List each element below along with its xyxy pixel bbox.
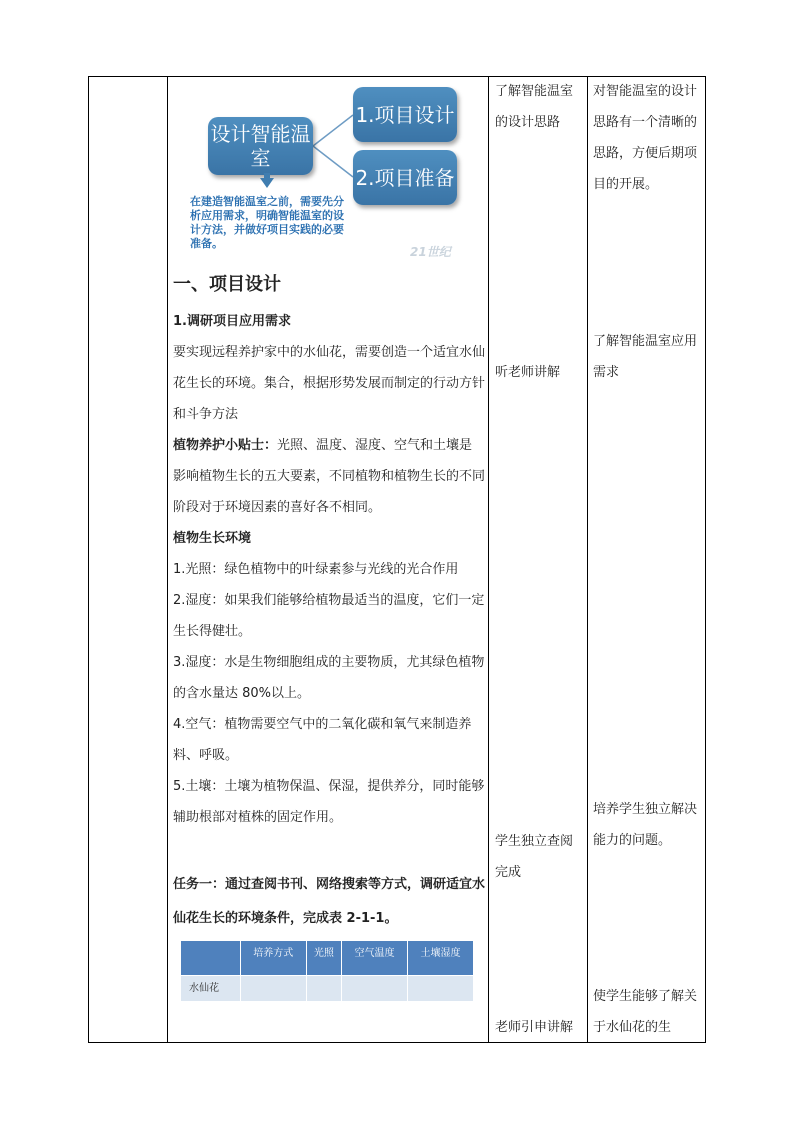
table-header (181, 941, 241, 976)
table-row-label: 水仙花 (181, 976, 241, 1002)
diagram-item-project-prep: 2.项目准备 (353, 150, 457, 205)
main-content (173, 306, 485, 833)
tip-label: 植物养护小贴士： (173, 438, 278, 453)
design-intent-3: 培养学生独立解决能力的问题。 (593, 802, 698, 848)
diagram-main-box: 设计智能温室 (208, 117, 313, 175)
tip-paragraph (173, 430, 485, 523)
table-header: 光照 (306, 941, 341, 976)
design-intent-1: 对智能温室的设计思路有一个清晰的思路，方便后期项目的开展。 (593, 84, 698, 192)
down-arrow-icon (260, 178, 274, 188)
student-activity-1: 了解智能温室的设计思路 (495, 84, 574, 130)
table-cell (342, 976, 408, 1002)
student-activity-4: 老师引申讲解 (495, 1020, 574, 1035)
env-item: 4.空气：植物需要空气中的二氧化碳和氧气来制造养料、呼吸。 (173, 717, 472, 763)
env-item: 3.湿度：水是生物细胞组成的主要物质，尤其绿色植物的含水量达 80%以上。 (173, 655, 485, 701)
smart-greenhouse-diagram (190, 85, 490, 260)
tip-text: 光照、温度、湿度、空气和土壤是影响植物生长的五大要素，不同植物和植物生长的不同阶段对于环境因素的喜好各不相同。 (173, 438, 486, 515)
env-item: 1.光照：绿色植物中的叶绿素参与光线的光合作用 (173, 562, 459, 577)
env-item: 5.土壤：土壤为植物保温、保湿，提供养分，同时能够辅助根部对植株的固定作用。 (173, 779, 485, 825)
task-description: 任务一：通过查阅书刊、网络搜索等方式，调研适宜水仙花生长的环境条件，完成表 2-1-1。 (173, 877, 486, 926)
paragraph: 要实现远程养护家中的水仙花，需要创造一个适宜水仙花生长的环境。集合，根据形势发展而制定的行动方针和斗争方法 (173, 345, 486, 422)
student-activity-2: 听老师讲解 (495, 365, 561, 380)
table-header: 培养方式 (240, 941, 306, 976)
design-intent-2: 了解智能温室应用需求 (593, 334, 698, 380)
table-cell (408, 976, 474, 1002)
env-title: 植物生长环境 (173, 531, 252, 546)
table-row (181, 976, 474, 1002)
env-condition-table (180, 940, 474, 1002)
student-activity-3: 学生独立查阅完成 (495, 834, 574, 880)
table-header: 土壤湿度 (408, 941, 474, 976)
env-item: 2.湿度：如果我们能够给植物最适当的温度，它们一定生长得健壮。 (173, 593, 485, 639)
table-cell (240, 976, 306, 1002)
design-intent-4: 使学生能够了解关于水仙花的生 (593, 989, 698, 1035)
sub-title: 1.调研项目应用需求 (173, 314, 291, 329)
section-title: 一、项目设计 (173, 274, 281, 295)
table-header-row (181, 941, 474, 976)
diagram-note: 在建造智能温室之前，需要先分析应用需求，明确智能温室的设计方法，并做好项目实践的必要准备。 (190, 195, 344, 250)
table-cell (306, 976, 341, 1002)
watermark-logo: 21世纪 (410, 245, 451, 259)
table-header: 空气温度 (342, 941, 408, 976)
diagram-item-project-design: 1.项目设计 (353, 87, 457, 142)
column-divider (587, 77, 588, 1042)
column-divider (167, 77, 168, 1042)
